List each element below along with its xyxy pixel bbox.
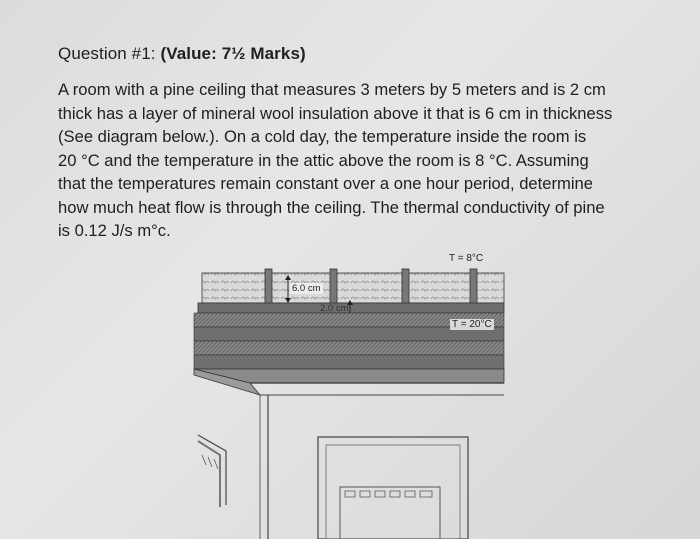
- question-line: 20 °C and the temperature in the attic above the room is 8 °C. Assuming: [58, 150, 589, 170]
- question-line: thick has a layer of mineral wool insulation above it that is 6 cm in thickness: [58, 103, 613, 123]
- pine-thickness-label: 2.0 cm: [320, 303, 349, 314]
- ceiling-diagram: [190, 245, 520, 539]
- question-line: how much heat flow is through the ceiling. The thermal conductivity of pine: [58, 197, 605, 217]
- question-line: is 0.12 J/s m°c.: [58, 221, 171, 240]
- question-number: Question #1:: [58, 44, 156, 63]
- wool-thickness-label: 6.0 cm: [292, 283, 321, 294]
- joist: [470, 269, 477, 305]
- question-line: (See diagram below.). On a cold day, the temperature inside the room is: [58, 127, 587, 146]
- ceiling-drawing: [190, 245, 520, 539]
- question-header: [58, 44, 306, 64]
- joist: [402, 269, 409, 305]
- room-temperature-label: T = 20°C: [452, 319, 492, 330]
- attic-temperature-label: T = 8°C: [449, 253, 484, 264]
- joist: [265, 269, 272, 305]
- question-text: [58, 78, 678, 243]
- question-line: A room with a pine ceiling that measures 3 meters by 5 meters and is 2 cm: [58, 80, 606, 99]
- mineral-wool-layer: [202, 273, 504, 303]
- joist: [330, 269, 337, 305]
- question-line: that the temperatures remain constant over a one hour period, determine: [58, 174, 593, 193]
- question-value: (Value: 7½ Marks): [160, 44, 306, 63]
